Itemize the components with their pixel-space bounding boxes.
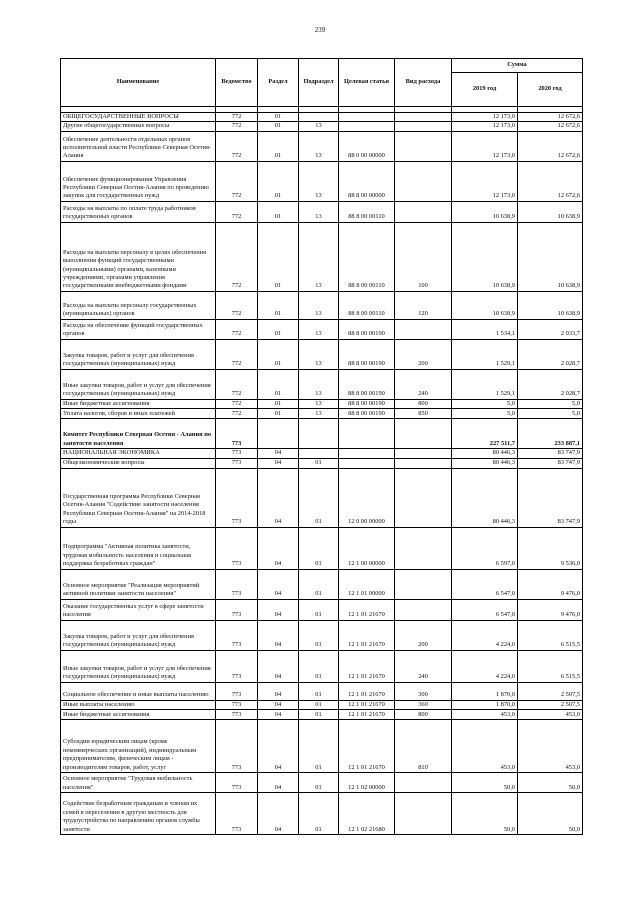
cell-name: Социальное обеспечение и иные выплаты населению xyxy=(61,682,216,700)
header-year-2019: 2019 год xyxy=(452,73,518,107)
cell-subsection: 13 xyxy=(299,161,339,201)
cell-sum-2019: 1 870,0 xyxy=(452,682,518,700)
cell-name: Оказание государственных услуг в сфере занятости населения xyxy=(61,599,216,620)
cell-target-article: 88 8 00 00190 xyxy=(339,399,395,408)
cell-name: Комитет Республики Северная Осетия - Алания по занятости населения xyxy=(61,419,216,449)
cell-target-article: 12 1 01 21670 xyxy=(339,599,395,620)
cell-expense-type: 810 xyxy=(395,720,452,773)
cell-subsection: 13 xyxy=(299,409,339,419)
cell-sum-2020: 2 028,7 xyxy=(518,339,583,369)
cell-section: 04 xyxy=(258,773,299,793)
cell-department: 773 xyxy=(216,793,258,835)
cell-name: ОБЩЕГОСУДАРСТВЕННЫЕ ВОПРОСЫ xyxy=(61,113,216,122)
cell-department: 772 xyxy=(216,131,258,161)
cell-subsection: 13 xyxy=(299,291,339,319)
cell-name: Иные закупки товаров, работ и услуг для обеспечения государственных (муниципальных) нужд xyxy=(61,369,216,399)
cell-sum-2020: 9 536,0 xyxy=(518,527,583,569)
cell-subsection: 13 xyxy=(299,131,339,161)
cell-sum-2020: 2 028,7 xyxy=(518,369,583,399)
table-row xyxy=(61,399,583,408)
cell-target-article: 88 8 00 00190 xyxy=(339,409,395,419)
cell-sum-2019: 453,0 xyxy=(452,710,518,720)
cell-target-article: 12 1 01 21670 xyxy=(339,700,395,709)
cell-name: Обеспечение деятельности отдельных органов исполнительной власти Республики Северная Осетия-Алания xyxy=(61,131,216,161)
header-sum: Сумма xyxy=(452,59,583,73)
cell-subsection: 01 xyxy=(299,720,339,773)
cell-subsection: 13 xyxy=(299,369,339,399)
cell-department: 772 xyxy=(216,201,258,222)
cell-department: 773 xyxy=(216,682,258,700)
cell-sum-2020: 2 507,5 xyxy=(518,682,583,700)
header-podrazdel: Подраздел xyxy=(299,59,339,107)
table-row xyxy=(61,458,583,468)
cell-target-article: 12 1 01 21670 xyxy=(339,720,395,773)
cell-target-article: 12 1 01 00000 xyxy=(339,569,395,599)
table-row xyxy=(61,449,583,458)
cell-sum-2019: 1 529,1 xyxy=(452,369,518,399)
table-row xyxy=(61,113,583,122)
cell-expense-type xyxy=(395,113,452,122)
cell-department: 772 xyxy=(216,113,258,122)
cell-expense-type xyxy=(395,131,452,161)
cell-sum-2019: 227 511,7 xyxy=(452,419,518,449)
cell-subsection xyxy=(299,449,339,458)
cell-section: 01 xyxy=(258,131,299,161)
cell-department: 772 xyxy=(216,161,258,201)
table-row xyxy=(61,700,583,709)
table-row xyxy=(61,710,583,720)
cell-sum-2019: 12 173,0 xyxy=(452,131,518,161)
cell-subsection: 01 xyxy=(299,793,339,835)
cell-subsection: 01 xyxy=(299,599,339,620)
header-year-2020: 2020 год xyxy=(518,73,583,107)
cell-name: Закупка товаров, работ и услуг для обеспечения государственных (муниципальных) нужд xyxy=(61,620,216,650)
cell-name: Расходы на выплаты по оплате труда работников государственных органов xyxy=(61,201,216,222)
cell-expense-type xyxy=(395,458,452,468)
cell-target-article: 12 1 01 21670 xyxy=(339,650,395,682)
cell-section: 01 xyxy=(258,399,299,408)
cell-subsection: 13 xyxy=(299,399,339,408)
table-body xyxy=(61,107,583,835)
cell-department: 773 xyxy=(216,720,258,773)
cell-department: 773 xyxy=(216,468,258,527)
cell-sum-2020: 233 887,1 xyxy=(518,419,583,449)
cell-department: 772 xyxy=(216,122,258,131)
cell-name: Расходы на выплаты персоналу в целях обеспечения выполнения функций государственными (муниципальными) органами, казенными учреждениями, органами управления государственными внебюджетными фондами xyxy=(61,222,216,291)
cell-sum-2019: 80 446,3 xyxy=(452,449,518,458)
cell-department: 772 xyxy=(216,291,258,319)
cell-section: 01 xyxy=(258,222,299,291)
cell-sum-2020: 50,0 xyxy=(518,773,583,793)
cell-department: 773 xyxy=(216,773,258,793)
cell-department: 772 xyxy=(216,222,258,291)
cell-expense-type: 800 xyxy=(395,710,452,720)
table-row xyxy=(61,339,583,369)
cell-target-article: 88 0 00 00000 xyxy=(339,131,395,161)
table-row xyxy=(61,369,583,399)
cell-expense-type xyxy=(395,527,452,569)
cell-expense-type xyxy=(395,201,452,222)
table-row xyxy=(61,131,583,161)
cell-subsection: 13 xyxy=(299,222,339,291)
cell-department: 772 xyxy=(216,339,258,369)
cell-subsection xyxy=(299,113,339,122)
cell-section: 04 xyxy=(258,449,299,458)
cell-subsection: 01 xyxy=(299,700,339,709)
cell-sum-2019: 5,0 xyxy=(452,409,518,419)
cell-target-article: 12 1 01 21670 xyxy=(339,620,395,650)
cell-expense-type xyxy=(395,468,452,527)
table-row xyxy=(61,527,583,569)
cell-department: 773 xyxy=(216,569,258,599)
cell-target-article xyxy=(339,122,395,131)
cell-department: 773 xyxy=(216,419,258,449)
cell-expense-type xyxy=(395,773,452,793)
table-row xyxy=(61,620,583,650)
cell-target-article: 12 1 02 00000 xyxy=(339,773,395,793)
table-row xyxy=(61,201,583,222)
table-row xyxy=(61,599,583,620)
cell-department: 773 xyxy=(216,710,258,720)
cell-section: 04 xyxy=(258,793,299,835)
cell-section xyxy=(258,419,299,449)
cell-name: Обеспечение функционирования Управления Республики Северная Осетия-Алания по проведению закупок для государственных нужд xyxy=(61,161,216,201)
cell-subsection: 01 xyxy=(299,620,339,650)
cell-sum-2020: 9 476,0 xyxy=(518,599,583,620)
table-row xyxy=(61,468,583,527)
cell-name: Иные бюджетные ассигнования xyxy=(61,710,216,720)
cell-subsection: 01 xyxy=(299,569,339,599)
table-header xyxy=(61,59,583,107)
cell-expense-type: 800 xyxy=(395,399,452,408)
cell-sum-2019: 50,0 xyxy=(452,773,518,793)
cell-expense-type: 360 xyxy=(395,700,452,709)
cell-subsection: 01 xyxy=(299,458,339,468)
cell-sum-2020: 2 033,7 xyxy=(518,319,583,339)
cell-expense-type xyxy=(395,599,452,620)
cell-expense-type: 240 xyxy=(395,650,452,682)
cell-subsection: 01 xyxy=(299,682,339,700)
cell-sum-2019: 50,0 xyxy=(452,793,518,835)
cell-name: Содействие безработным гражданам и членам их семей в переселении в другую местность для трудоустройства по направлению органов службы занятости xyxy=(61,793,216,835)
cell-department: 773 xyxy=(216,599,258,620)
cell-sum-2020: 453,0 xyxy=(518,720,583,773)
cell-name: Закупка товаров, работ и услуг для обеспечения государственных (муниципальных) нужд xyxy=(61,339,216,369)
header-target-article: Целевая статья xyxy=(339,59,395,107)
table-row xyxy=(61,720,583,773)
table-row xyxy=(61,409,583,419)
cell-sum-2019: 6 597,0 xyxy=(452,527,518,569)
cell-expense-type: 850 xyxy=(395,409,452,419)
cell-section: 01 xyxy=(258,409,299,419)
cell-section: 04 xyxy=(258,710,299,720)
cell-sum-2020: 12 672,6 xyxy=(518,122,583,131)
cell-sum-2020: 12 672,6 xyxy=(518,161,583,201)
cell-expense-type xyxy=(395,319,452,339)
cell-name: Иные бюджетные ассигнования xyxy=(61,399,216,408)
cell-subsection: 01 xyxy=(299,468,339,527)
cell-subsection: 01 xyxy=(299,710,339,720)
cell-name: Подпрограмма "Активная политика занятости, трудовая мобильность населения и социальная поддержка безработных граждан" xyxy=(61,527,216,569)
cell-target-article: 88 8 00 00190 xyxy=(339,369,395,399)
cell-subsection: 01 xyxy=(299,527,339,569)
cell-target-article: 12 0 00 00000 xyxy=(339,468,395,527)
cell-name: Государственная программа Республики Северная Осетия-Алания "Содействие занятости населения Республики Северная Осетия-Алания" на 2014-2018 годы xyxy=(61,468,216,527)
cell-name: Уплата налогов, сборов и иных платежей xyxy=(61,409,216,419)
cell-department: 773 xyxy=(216,527,258,569)
cell-sum-2019: 453,0 xyxy=(452,720,518,773)
cell-sum-2019: 80 446,3 xyxy=(452,468,518,527)
cell-target-article: 88 8 00 00110 xyxy=(339,201,395,222)
cell-expense-type: 120 xyxy=(395,291,452,319)
cell-department: 773 xyxy=(216,449,258,458)
cell-subsection: 13 xyxy=(299,319,339,339)
cell-section: 04 xyxy=(258,700,299,709)
cell-expense-type xyxy=(395,569,452,599)
cell-sum-2019: 12 173,0 xyxy=(452,161,518,201)
cell-sum-2020: 5,0 xyxy=(518,409,583,419)
cell-subsection: 13 xyxy=(299,122,339,131)
cell-target-article xyxy=(339,449,395,458)
cell-name: Основное мероприятие "Трудовая мобильность населения" xyxy=(61,773,216,793)
cell-sum-2020: 12 672,6 xyxy=(518,131,583,161)
cell-target-article: 12 1 01 21670 xyxy=(339,710,395,720)
cell-subsection: 13 xyxy=(299,339,339,369)
cell-sum-2020: 453,0 xyxy=(518,710,583,720)
cell-sum-2020: 9 476,0 xyxy=(518,569,583,599)
cell-sum-2020: 12 672,6 xyxy=(518,113,583,122)
cell-name: НАЦИОНАЛЬНАЯ ЭКОНОМИКА xyxy=(61,449,216,458)
table-row xyxy=(61,161,583,201)
cell-section: 01 xyxy=(258,122,299,131)
cell-sum-2019: 6 547,0 xyxy=(452,569,518,599)
cell-department: 772 xyxy=(216,399,258,408)
cell-department: 772 xyxy=(216,409,258,419)
cell-sum-2019: 5,0 xyxy=(452,399,518,408)
table-row xyxy=(61,222,583,291)
cell-department: 773 xyxy=(216,650,258,682)
cell-section: 04 xyxy=(258,682,299,700)
cell-sum-2020: 2 507,5 xyxy=(518,700,583,709)
table-row xyxy=(61,793,583,835)
cell-department: 773 xyxy=(216,700,258,709)
cell-department: 773 xyxy=(216,458,258,468)
cell-sum-2020: 10 638,9 xyxy=(518,201,583,222)
cell-section: 04 xyxy=(258,458,299,468)
table-row xyxy=(61,773,583,793)
cell-expense-type xyxy=(395,122,452,131)
cell-section: 04 xyxy=(258,720,299,773)
cell-sum-2019: 12 173,0 xyxy=(452,122,518,131)
cell-target-article xyxy=(339,419,395,449)
cell-name: Субсидии юридическим лицам (кроме некоммерческих организаций), индивидуальным предпринимателям, физическим лицам - производителям товаров, работ, услуг xyxy=(61,720,216,773)
table-row xyxy=(61,569,583,599)
header-razdel: Раздел xyxy=(258,59,299,107)
cell-section: 04 xyxy=(258,620,299,650)
cell-subsection xyxy=(299,419,339,449)
cell-target-article: 88 8 00 00110 xyxy=(339,222,395,291)
header-ved: Ведомство xyxy=(216,59,258,107)
table-row xyxy=(61,319,583,339)
cell-sum-2019: 80 446,3 xyxy=(452,458,518,468)
cell-sum-2019: 4 224,0 xyxy=(452,620,518,650)
cell-sum-2020: 10 638,9 xyxy=(518,222,583,291)
cell-name: Основное мероприятие "Реализация мероприятий активной политики занятости населения" xyxy=(61,569,216,599)
cell-expense-type: 300 xyxy=(395,682,452,700)
cell-sum-2019: 1 870,0 xyxy=(452,700,518,709)
budget-table xyxy=(60,58,583,835)
cell-sum-2020: 6 515,5 xyxy=(518,620,583,650)
table-row xyxy=(61,291,583,319)
table-row xyxy=(61,650,583,682)
cell-section: 04 xyxy=(258,468,299,527)
cell-subsection: 01 xyxy=(299,773,339,793)
cell-sum-2019: 1 534,1 xyxy=(452,319,518,339)
cell-sum-2020: 50,0 xyxy=(518,793,583,835)
cell-section: 04 xyxy=(258,599,299,620)
cell-expense-type: 240 xyxy=(395,369,452,399)
cell-sum-2020: 6 515,5 xyxy=(518,650,583,682)
cell-subsection: 01 xyxy=(299,650,339,682)
table-row xyxy=(61,419,583,449)
cell-name: Иные выплаты населению xyxy=(61,700,216,709)
cell-section: 01 xyxy=(258,113,299,122)
cell-target-article: 12 1 02 21680 xyxy=(339,793,395,835)
cell-target-article: 12 1 01 21670 xyxy=(339,682,395,700)
cell-section: 01 xyxy=(258,201,299,222)
cell-name: Расходы на обеспечение функций государственных органов xyxy=(61,319,216,339)
cell-section: 04 xyxy=(258,569,299,599)
cell-expense-type xyxy=(395,449,452,458)
cell-target-article xyxy=(339,458,395,468)
header-name: Наименование xyxy=(61,59,216,107)
cell-expense-type xyxy=(395,161,452,201)
cell-department: 772 xyxy=(216,319,258,339)
cell-name: Общеэкономические вопросы xyxy=(61,458,216,468)
cell-sum-2019: 1 529,1 xyxy=(452,339,518,369)
cell-expense-type: 200 xyxy=(395,339,452,369)
cell-department: 772 xyxy=(216,369,258,399)
cell-sum-2020: 83 747,9 xyxy=(518,449,583,458)
cell-section: 04 xyxy=(258,527,299,569)
cell-sum-2020: 83 747,9 xyxy=(518,458,583,468)
cell-sum-2020: 10 638,9 xyxy=(518,291,583,319)
cell-section: 01 xyxy=(258,369,299,399)
cell-target-article: 88 8 00 00110 xyxy=(339,291,395,319)
cell-section: 01 xyxy=(258,339,299,369)
cell-target-article: 88 8 00 00190 xyxy=(339,339,395,369)
cell-sum-2019: 12 173,0 xyxy=(452,113,518,122)
table-row xyxy=(61,682,583,700)
cell-section: 01 xyxy=(258,161,299,201)
cell-sum-2019: 10 638,9 xyxy=(452,222,518,291)
cell-subsection: 13 xyxy=(299,201,339,222)
cell-expense-type: 200 xyxy=(395,620,452,650)
cell-name: Иные закупки товаров, работ и услуг для обеспечения государственных (муниципальных) нужд xyxy=(61,650,216,682)
cell-target-article xyxy=(339,113,395,122)
cell-name: Другие общегосударственные вопросы xyxy=(61,122,216,131)
cell-sum-2019: 4 224,0 xyxy=(452,650,518,682)
page-number: 239 xyxy=(314,26,326,34)
header-expense-type: Вид расхода xyxy=(395,59,452,107)
cell-target-article: 88 8 00 00190 xyxy=(339,319,395,339)
cell-section: 01 xyxy=(258,291,299,319)
cell-name: Расходы на выплаты персоналу государственных (муниципальных) органов xyxy=(61,291,216,319)
cell-expense-type xyxy=(395,419,452,449)
cell-section: 01 xyxy=(258,319,299,339)
table-row xyxy=(61,122,583,131)
cell-sum-2020: 5,0 xyxy=(518,399,583,408)
cell-target-article: 12 1 00 00000 xyxy=(339,527,395,569)
cell-sum-2019: 10 638,9 xyxy=(452,291,518,319)
cell-target-article: 88 8 00 00000 xyxy=(339,161,395,201)
cell-department: 773 xyxy=(216,620,258,650)
cell-sum-2019: 6 547,0 xyxy=(452,599,518,620)
cell-sum-2019: 10 638,9 xyxy=(452,201,518,222)
cell-sum-2020: 83 747,9 xyxy=(518,468,583,527)
cell-expense-type xyxy=(395,793,452,835)
cell-expense-type: 100 xyxy=(395,222,452,291)
cell-section: 04 xyxy=(258,650,299,682)
